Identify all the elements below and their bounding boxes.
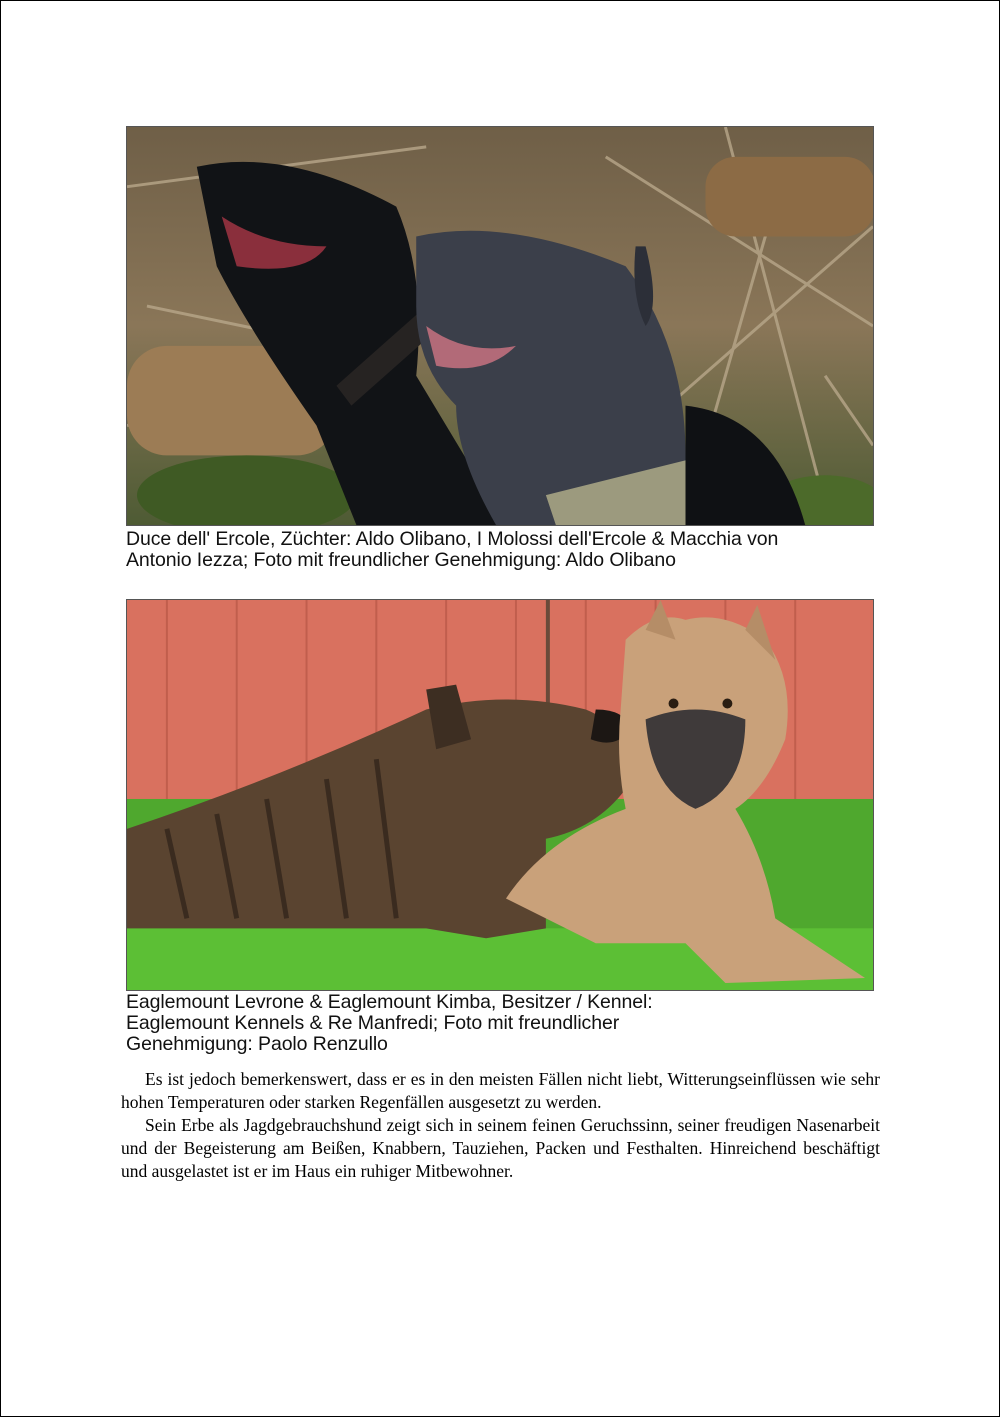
lawn-dogs-illustration [127, 600, 873, 990]
body-text [121, 1068, 880, 1183]
photo-dogs-on-lawn [126, 599, 874, 991]
caption-line: Genehmigung: Paolo Renzullo [126, 1033, 388, 1055]
caption-line: Duce dell' Ercole, Züchter: Aldo Olibano, I Molossi dell'Ercole & Macchia von [126, 528, 779, 550]
paragraph: Es ist jedoch bemerkenswert, dass er es in den meisten Fällen nicht liebt, Witterungseinflüssen wie sehr hohen Temperaturen oder starken Regenfällen ausgesetzt zu werden. [121, 1069, 880, 1112]
caption-line: Eaglemount Kennels & Re Manfredi; Foto mit freundlicher [126, 1012, 620, 1034]
caption-photo-1 [126, 529, 886, 571]
caption-line: Antonio Iezza; Foto mit freundlicher Genehmigung: Aldo Olibano [126, 549, 676, 571]
brush-dogs-illustration [127, 127, 873, 525]
caption-photo-2 [126, 992, 886, 1055]
paragraph: Sein Erbe als Jagdgebrauchshund zeigt sich in seinem feinen Geruchssinn, seiner freudigen Nasenarbeit und der Begeisterung am Beißen, Knabbern, Tauziehen, Packen und Festhalten. Hinreichend beschäftigt und ausgelastet ist er im Haus ein ruhiger Mitbewohner. [121, 1115, 880, 1181]
photo-dogs-in-brush [126, 126, 874, 526]
caption-line: Eaglemount Levrone & Eaglemount Kimba, Besitzer / Kennel: [126, 991, 653, 1013]
